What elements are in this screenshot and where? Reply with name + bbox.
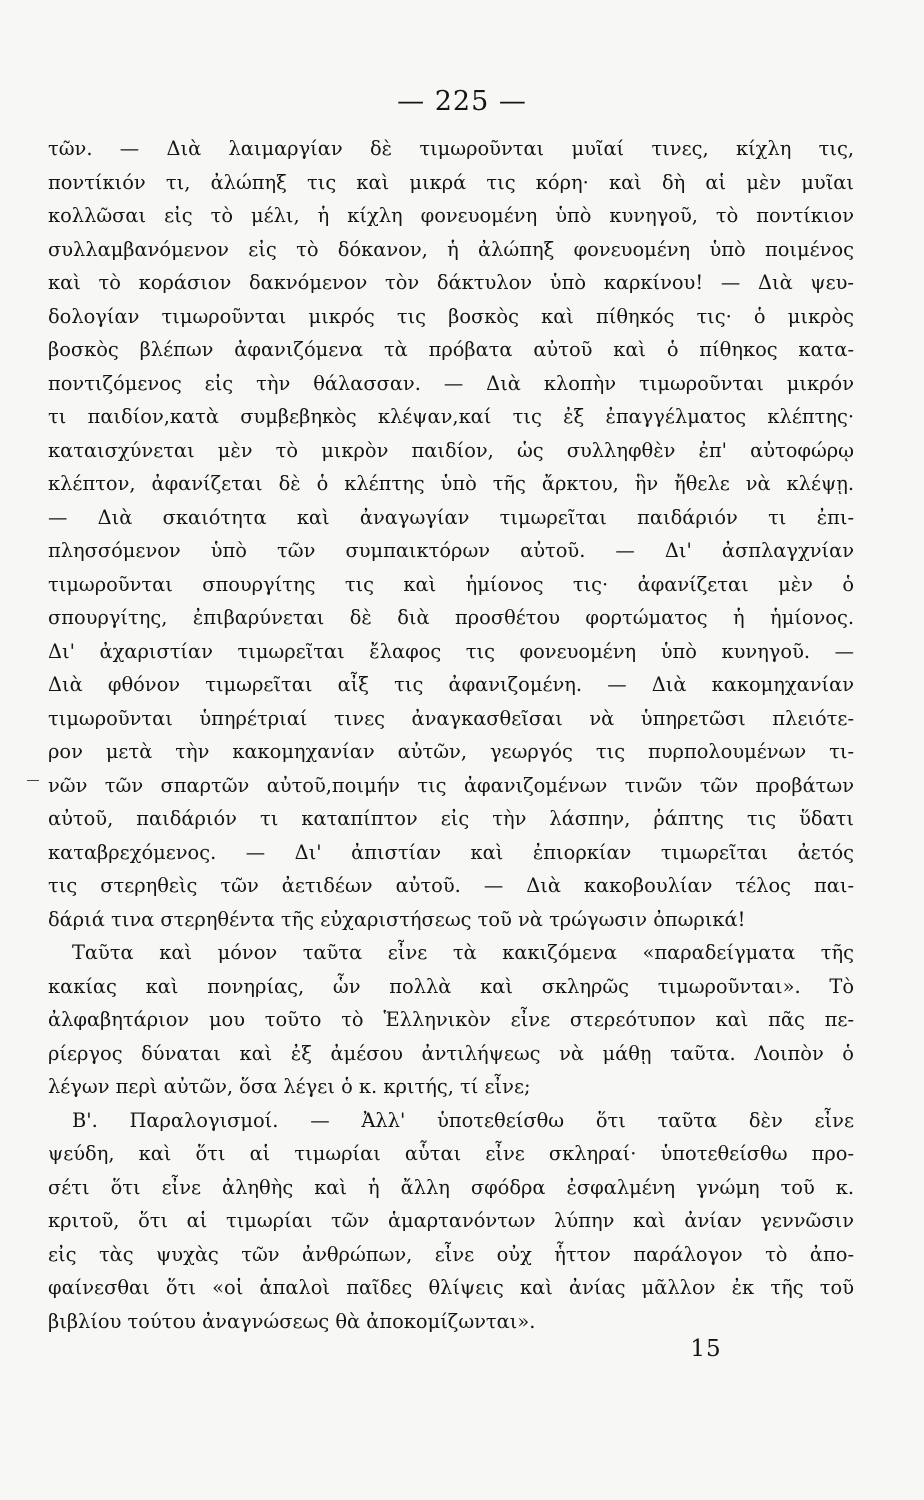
text-line: εἰς τὰς ψυχὰς τῶν ἀνθρώπων, εἶνε οὐχ ἧττον παράλογον τὸ ἀπο- [48, 1242, 854, 1266]
text-line: τις στερηθεὶς τῶν ἀετιδέων αὐτοῦ. — Διὰ κακοβουλίαν τέλος παι- [48, 874, 854, 897]
text-line: φαίνεσθαι ὅτι «οἱ ἁπαλοὶ παῖδες θλίψεις καὶ ἀνίας μᾶλλον ἐκ τῆς τοῦ [48, 1276, 854, 1299]
text-line: ρίεργος δύναται καὶ ἐξ ἀμέσου ἀντιλήψεως νὰ μάθῃ ταῦτα. Λοιπὸν ὁ [48, 1041, 854, 1065]
signature-number: 15 [690, 1336, 722, 1362]
text-line: κλέπτον, ἀφανίζεται δὲ ὁ κλέπτης ὑπὸ τῆς ἄρκτου, ἣν ἤθελε νὰ κλέψῃ. [48, 472, 854, 495]
text-line: σπουργίτης, ἐπιβαρύνεται δὲ διὰ προσθέτου φορτώματος ἡ ἡμίονος. [48, 606, 854, 629]
text-line: τι παιδίον,κατὰ συμβεβηκὸς κλέψαν,καί τις ἐξ ἐπαγγέλματος κλέπτης· [48, 405, 854, 428]
text-line: κακίας καὶ πονηρίας, ὧν πολλὰ καὶ σκληρῶς τιμωροῦνται». Τὸ [48, 974, 854, 998]
page-header-number: — 225 — [397, 86, 527, 117]
text-line: βοσκὸς βλέπων ἀφανιζόμενα τὰ πρόβατα αὐτοῦ καὶ ὁ πίθηκος κατα- [48, 338, 854, 361]
text-line: ποντίκιόν τι, ἀλώπηξ τις καὶ μικρά τις κόρη· καὶ δὴ αἱ μὲν μυῖαι [48, 170, 854, 194]
text-line: καταβρεχόμενος. — Δι' ἀπιστίαν καὶ ἐπιορκίαν τιμωρεῖται ἀετός [48, 840, 854, 864]
text-line: λέγων περὶ αὐτῶν, ὅσα λέγει ὁ κ. κριτής, τί εἶνε; [48, 1075, 531, 1098]
text-line: ψεύδη, καὶ ὅτι αἱ τιμωρίαι αὗται εἶνε σκληραί· ὑποτεθείσθω προ- [48, 1142, 854, 1165]
text-line: Β'. Παραλογισμοί. — Ἀλλ' ὑποτεθείσθω ὅτι ταῦτα δὲν εἶνε [72, 1108, 854, 1132]
text-line: κολλῶσαι εἰς τὸ μέλι, ἡ κίχλη φονευομένη ὑπὸ κυνηγοῦ, τὸ ποντίκιον [48, 204, 854, 227]
body-text [48, 132, 854, 1338]
text-line: τῶν. — Διὰ λαιμαργίαν δὲ τιμωροῦνται μυῖαί τινες, κίχλη τις, [48, 137, 854, 160]
text-line: ποντιζόμενος εἰς τὴν θάλασσαν. — Διὰ κλοπὴν τιμωροῦνται μικρόν [48, 371, 854, 395]
text-line: Ταῦτα καὶ μόνον ταῦτα εἶνε τὰ κακιζόμενα «παραδείγματα τῆς [72, 941, 854, 964]
text-line: κριτοῦ, ὅτι αἱ τιμωρίαι τῶν ἁμαρτανόντων λύπην καὶ ἀνίαν γεννῶσιν [48, 1209, 854, 1232]
text-line: Δι' ἀχαριστίαν τιμωρεῖται ἔλαφος τις φονευομένη ὑπὸ κυνηγοῦ. — [48, 639, 854, 663]
text-line: καὶ τὸ κοράσιον δακνόμενον τὸν δάκτυλον ὑπὸ καρκίνου! — Διὰ ψευ- [48, 271, 854, 294]
text-line: αὐτοῦ, παιδάριόν τι καταπίπτον εἰς τὴν λάσπην, ῥάπτης τις ὕδατι [48, 807, 854, 830]
text-line: σέτι ὅτι εἶνε ἀληθὴς καὶ ἡ ἄλλη σφόδρα ἐσφαλμένη γνώμη τοῦ κ. [48, 1175, 854, 1199]
margin-mark [27, 780, 39, 781]
text-line: καταισχύνεται μὲν τὸ μικρὸν παιδίον, ὡς συλληφθὲν ἐπ' αὐτοφώρῳ [48, 438, 854, 462]
text-line: βιβλίου τούτου ἀναγνώσεως θὰ ἀποκομίζωνται». [48, 1309, 536, 1333]
text-line: ρον μετὰ τὴν κακομηχανίαν αὐτῶν, γεωργός τις πυρπολουμένων τι- [48, 740, 854, 763]
text-line: δολογίαν τιμωροῦνται μικρός τις βοσκὸς καὶ πίθηκός τις· ὁ μικρὸς [48, 304, 854, 328]
text-line: — Διὰ σκαιότητα καὶ ἀναγωγίαν τιμωρεῖται παιδάριόν τι ἐπι- [48, 505, 854, 529]
text-line: νῶν τῶν σπαρτῶν αὐτοῦ,ποιμήν τις ἀφανιζομένων τινῶν τῶν προβάτων [48, 773, 854, 797]
text-line: συλλαμβανόμενον εἰς τὸ δόκανον, ἡ ἀλώπηξ φονευομένη ὑπὸ ποιμένος [48, 237, 854, 261]
text-line: τιμωροῦνται ὑπηρέτριαί τινες ἀναγκασθεῖσαι νὰ ὑπηρετῶσι πλειότε- [48, 706, 854, 730]
text-line: τιμωροῦνται σπουργίτης τις καὶ ἡμίονος τις· ἀφανίζεται μὲν ὁ [48, 572, 854, 596]
text-line: Διὰ φθόνον τιμωρεῖται αἶξ τις ἀφανιζομένη. — Διὰ κακομηχανίαν [48, 673, 854, 696]
text-line: δάριά τινα στερηθέντα τῆς εὐχαριστήσεως τοῦ νὰ τρώγωσιν ὀπωρικά! [48, 907, 746, 931]
text-line: πλησσόμενον ὑπὸ τῶν συμπαικτόρων αὐτοῦ. — Δι' ἀσπλαγχνίαν [48, 539, 854, 562]
text-line: ἀλφαβητάριον μου τοῦτο τὸ Ἑλληνικὸν εἶνε στερεότυπον καὶ πᾶς πε- [48, 1008, 854, 1031]
